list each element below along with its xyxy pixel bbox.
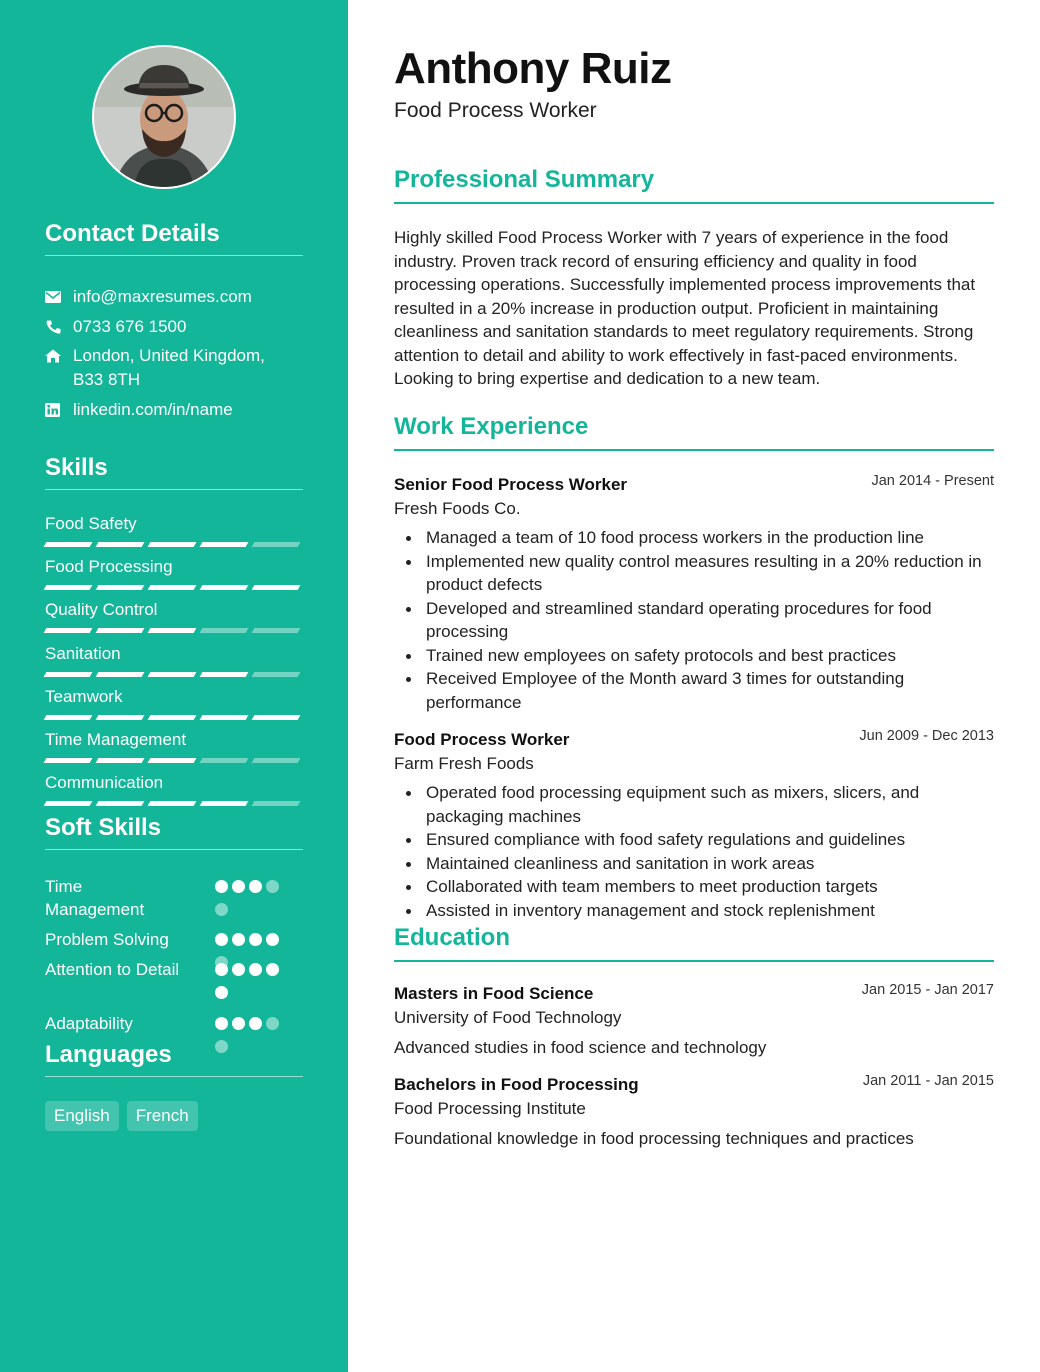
job-date: Jan 2014 - Present [871, 473, 994, 489]
job-bullet: Implemented new quality control measures resulting in a 20% reduction in product defects [426, 550, 994, 597]
rating-dot [215, 933, 228, 946]
education-heading: Education [394, 924, 994, 962]
rating-dot [232, 880, 245, 893]
language-tag: French [127, 1101, 198, 1131]
soft-skill-name: Adaptability [45, 1014, 133, 1033]
skill-level-segment [252, 715, 301, 720]
job-entry [394, 473, 994, 714]
skill-level-segment [252, 758, 301, 763]
education-date: Jan 2011 - Jan 2015 [862, 1073, 994, 1089]
rating-dot [215, 903, 228, 916]
skill-level-bar [45, 672, 303, 677]
address-line-1: London, United Kingdom, [73, 346, 265, 365]
skill-name: Quality Control [45, 600, 158, 619]
job-bullet: Managed a team of 10 food process workers in the production line [426, 526, 994, 550]
skill-level-segment [44, 672, 93, 677]
phone-icon [45, 315, 73, 339]
skill-name: Sanitation [45, 644, 121, 663]
rating-dot [266, 1017, 279, 1030]
skill-level-bar [45, 542, 303, 547]
education-date: Jan 2015 - Jan 2017 [861, 982, 994, 998]
job-company: Fresh Foods Co. [394, 499, 521, 518]
rating-dot [232, 963, 245, 976]
skill-level-bar [45, 715, 303, 720]
skill-level-segment [252, 801, 301, 806]
phone-text: 0733 676 1500 [73, 317, 187, 336]
skill-name: Communication [45, 773, 164, 792]
skill-level-bar [45, 628, 303, 633]
rating-dot [215, 986, 228, 999]
rating-dot [215, 1017, 228, 1030]
rating-dot [266, 880, 279, 893]
soft-skill-name: Problem Solving [45, 930, 169, 949]
linkedin-icon [45, 398, 73, 422]
job-bullet: Collaborated with team members to meet production targets [426, 875, 994, 899]
skill-level-segment [252, 585, 301, 590]
skill-item [45, 599, 303, 633]
skill-level-segment [252, 672, 301, 677]
job-bullet: Trained new employees on safety protocols and best practices [426, 644, 994, 668]
contact-email[interactable] [45, 285, 252, 309]
degree-title: Bachelors in Food Processing [394, 1075, 639, 1094]
skills-heading: Skills [45, 454, 303, 490]
job-bullets [394, 781, 994, 922]
job-bullets [394, 526, 994, 714]
job-bullet: Assisted in inventory management and stock replenishment [426, 899, 994, 923]
rating-dot [249, 880, 262, 893]
skill-level-segment [44, 585, 93, 590]
linkedin-text: linkedin.com/in/name [73, 400, 233, 419]
job-title: Food Process Worker [394, 730, 570, 749]
rating-dot [232, 1017, 245, 1030]
soft-skill-rating [215, 880, 290, 926]
job-entry [394, 728, 994, 922]
skill-level-segment [252, 542, 301, 547]
soft-skill-rating [215, 963, 290, 1009]
skill-name: Food Processing [45, 557, 173, 576]
contact-heading: Contact Details [45, 220, 303, 256]
skill-name: Time Management [45, 730, 187, 749]
skill-item [45, 772, 303, 806]
skill-level-segment [148, 801, 197, 806]
skill-level-segment [200, 672, 249, 677]
skill-name: Food Safety [45, 514, 137, 533]
skill-level-segment [96, 715, 145, 720]
rating-dot [215, 963, 228, 976]
skill-item [45, 686, 303, 720]
candidate-title: Food Process Worker [394, 99, 597, 122]
home-icon [45, 344, 73, 392]
skill-level-bar [45, 585, 303, 590]
skill-level-segment [96, 758, 145, 763]
summary-text: Highly skilled Food Process Worker with 7 years of experience in the food industry. Proven track record of ensuring efficiency and quality in food processing operations. Successfully implemented process improvements that resulted in a 20% increase in production output. Proficient in maintaining cleanliness and sanitation standards to meet regulatory requirements. Strong attention to detail and ability to work effectively in fast-paced environments. Looking to bring expertise and dedication to a new team. [394, 228, 976, 388]
experience-heading: Work Experience [394, 413, 994, 451]
skill-level-segment [148, 715, 197, 720]
skill-level-segment [200, 542, 249, 547]
skill-level-segment [148, 672, 197, 677]
candidate-name: Anthony Ruiz [394, 44, 672, 93]
skill-level-segment [148, 542, 197, 547]
contact-phone[interactable] [45, 315, 186, 339]
skill-level-segment [44, 542, 93, 547]
skill-level-segment [96, 585, 145, 590]
skill-level-bar [45, 758, 303, 763]
skill-level-segment [252, 628, 301, 633]
skill-item [45, 643, 303, 677]
job-company: Farm Fresh Foods [394, 754, 534, 773]
soft-skills-heading: Soft Skills [45, 814, 303, 850]
job-bullet: Operated food processing equipment such as mixers, slicers, and packaging machines [426, 781, 994, 828]
language-tag: English [45, 1101, 119, 1131]
contact-address [45, 344, 265, 392]
skill-name: Teamwork [45, 687, 123, 706]
skill-level-segment [200, 628, 249, 633]
skill-item [45, 729, 303, 763]
address-line-2: B33 8TH [73, 370, 141, 389]
education-entry [394, 982, 994, 1060]
rating-dot [215, 880, 228, 893]
skill-level-segment [148, 628, 197, 633]
skill-level-segment [96, 628, 145, 633]
languages-heading: Languages [45, 1041, 303, 1077]
degree-title: Masters in Food Science [394, 984, 594, 1003]
rating-dot [266, 963, 279, 976]
skill-level-segment [96, 672, 145, 677]
education-entry [394, 1073, 994, 1151]
envelope-icon [45, 285, 73, 309]
job-bullet: Ensured compliance with food safety regulations and guidelines [426, 828, 994, 852]
summary-heading: Professional Summary [394, 166, 994, 204]
avatar [92, 45, 236, 189]
job-bullet: Maintained cleanliness and sanitation in work areas [426, 852, 994, 876]
rating-dot [249, 1017, 262, 1030]
job-date: Jun 2009 - Dec 2013 [859, 728, 994, 744]
education-description: Foundational knowledge in food processing techniques and practices [394, 1129, 914, 1148]
job-title: Senior Food Process Worker [394, 475, 628, 494]
soft-skill-name: Time Management [45, 877, 145, 919]
contact-linkedin[interactable] [45, 398, 233, 422]
skill-level-segment [44, 715, 93, 720]
skill-item [45, 556, 303, 590]
skill-level-segment [96, 801, 145, 806]
skill-level-segment [44, 801, 93, 806]
job-bullet: Developed and streamlined standard operating procedures for food processing [426, 597, 994, 644]
languages-list [45, 1101, 198, 1131]
skill-level-segment [148, 758, 197, 763]
rating-dot [266, 933, 279, 946]
skill-level-segment [200, 758, 249, 763]
rating-dot [232, 933, 245, 946]
rating-dot [249, 963, 262, 976]
skill-level-segment [200, 801, 249, 806]
rating-dot [249, 933, 262, 946]
school-name: University of Food Technology [394, 1008, 622, 1027]
skill-level-segment [44, 758, 93, 763]
soft-skill-name: Attention to Detail [45, 960, 180, 979]
job-bullet: Received Employee of the Month award 3 times for outstanding performance [426, 667, 994, 714]
email-text: info@maxresumes.com [73, 287, 252, 306]
profile-photo [94, 47, 234, 187]
skill-level-segment [44, 628, 93, 633]
sidebar [0, 0, 348, 1372]
skill-level-segment [148, 585, 197, 590]
skill-item [45, 513, 303, 547]
education-description: Advanced studies in food science and technology [394, 1038, 767, 1057]
school-name: Food Processing Institute [394, 1099, 586, 1118]
skill-level-segment [96, 542, 145, 547]
skill-level-segment [200, 715, 249, 720]
skill-level-segment [200, 585, 249, 590]
skill-level-bar [45, 801, 303, 806]
